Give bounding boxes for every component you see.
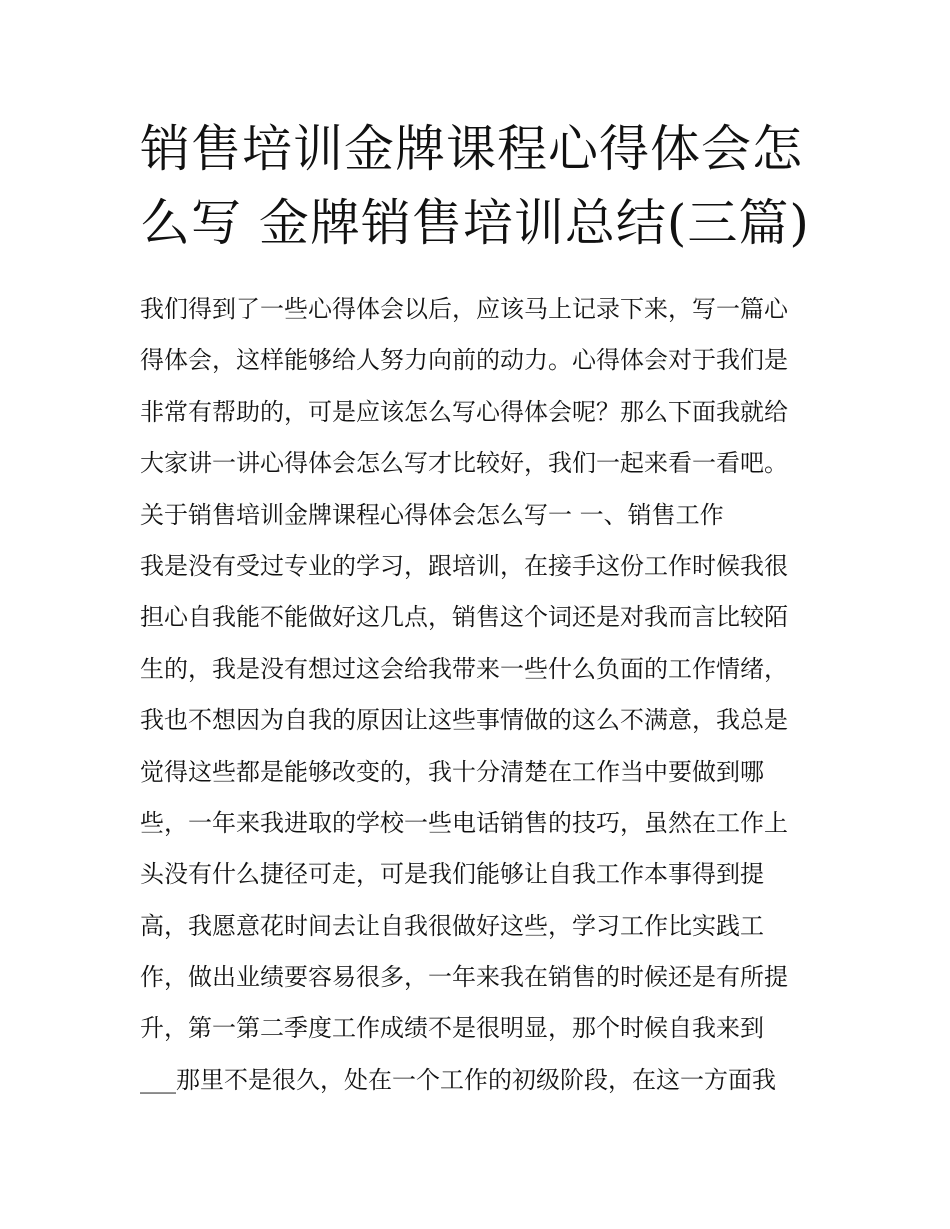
body-line: 高，我愿意花时间去让自我很做好这些，学习工作比实践工 <box>140 911 764 940</box>
section-heading-line: 关于销售培训金牌课程心得体会怎么写一 一、销售工作 <box>140 500 724 529</box>
body-line: 我是没有受过专业的学习，跟培训，在接手这份工作时候我很 <box>140 551 788 580</box>
body-line: 担心自我能不能做好这几点，销售这个词还是对我而言比较陌 <box>140 603 788 632</box>
body-line: 作，做出业绩要容易很多，一年来我在销售的时候还是有所提 <box>140 963 788 992</box>
body-line: 大家讲一讲心得体会怎么写才比较好，我们一起来看一看吧。 <box>140 449 788 478</box>
document-body <box>140 284 830 1106</box>
body-line: 生的，我是没有想过这会给我带来一些什么负面的工作情绪， <box>140 654 788 683</box>
body-line: 我也不想因为自我的原因让这些事情做的这么不满意，我总是 <box>140 706 788 735</box>
body-line: 得体会，这样能够给人努力向前的动力。心得体会对于我们是 <box>140 346 788 375</box>
body-line: ___那里不是很久，处在一个工作的初级阶段，在这一方面我 <box>140 1065 776 1094</box>
title-line-1: 销售培训金牌课程心得体会怎 <box>140 120 803 178</box>
body-line: 觉得这些都是能够改变的，我十分清楚在工作当中要做到哪 <box>140 757 764 786</box>
title-line-2: 么写 金牌销售培训总结(三篇) <box>140 194 810 252</box>
body-line: 些，一年来我进取的学校一些电话销售的技巧，虽然在工作上 <box>140 808 788 837</box>
body-line: 头没有什么捷径可走，可是我们能够让自我工作本事得到提 <box>140 860 764 889</box>
document-title <box>140 112 840 260</box>
body-line: 非常有帮助的，可是应该怎么写心得体会呢？那么下面我就给 <box>140 397 788 426</box>
body-line: 我们得到了一些心得体会以后，应该马上记录下来，写一篇心 <box>140 295 788 323</box>
body-line: 升，第一第二季度工作成绩不是很明显，那个时候自我来到 <box>140 1014 764 1043</box>
